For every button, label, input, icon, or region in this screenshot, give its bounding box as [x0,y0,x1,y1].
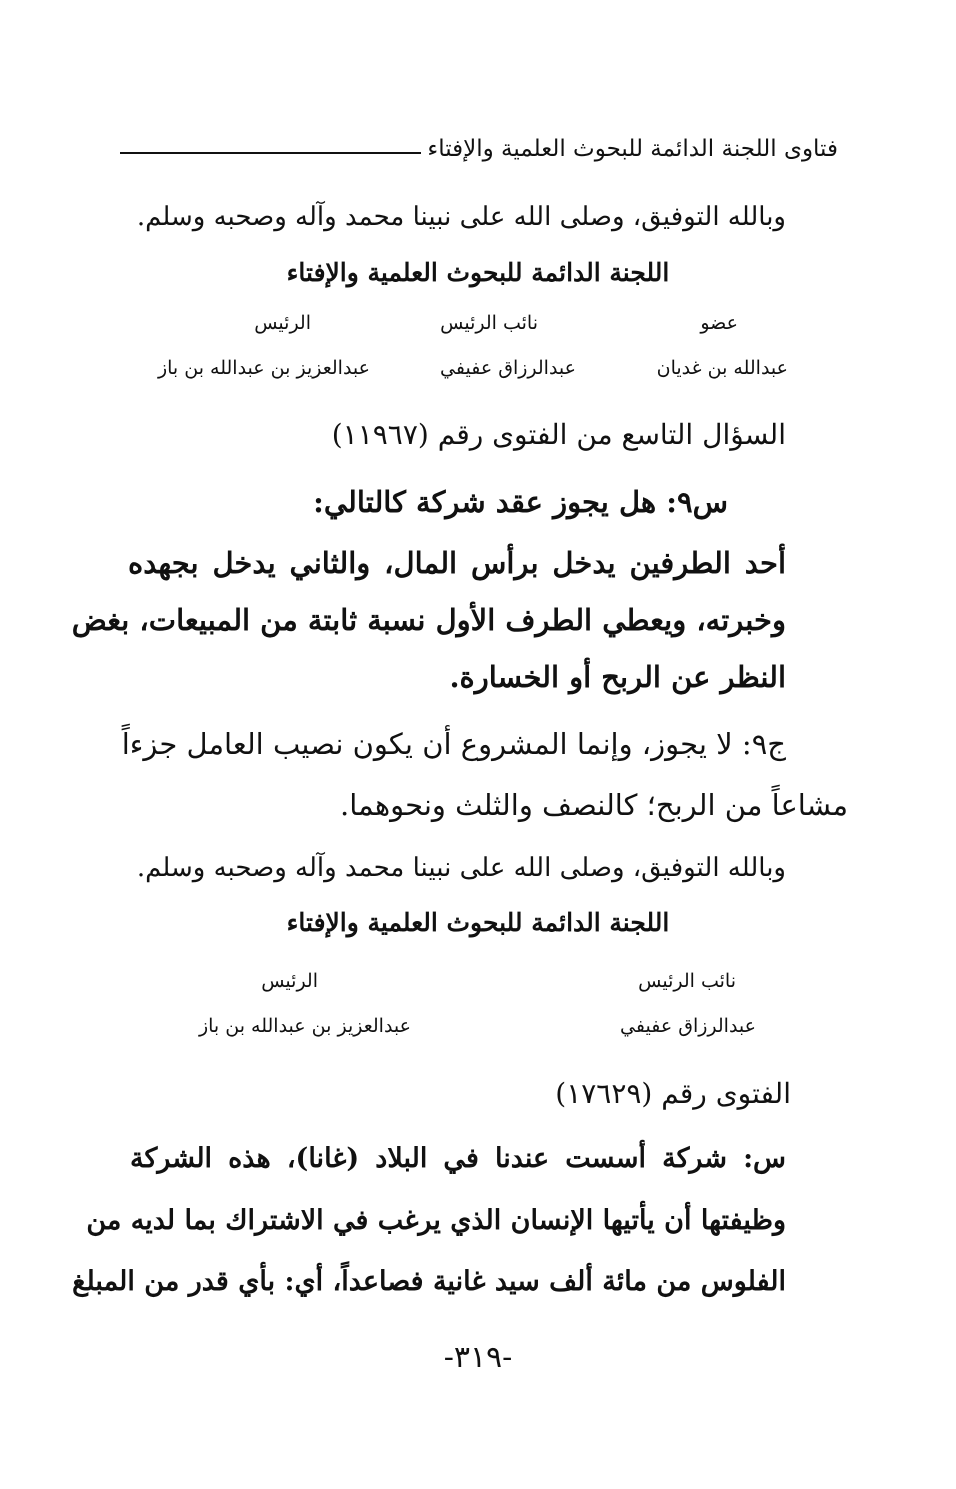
next-question-line-1: س: شركة أسست عندنا في البلاد (غانا)، هذه الشركة [130,1143,786,1174]
committee-title-1: اللجنة الدائمة للبحوث العلمية والإفتاء [286,258,670,287]
fatwa-number: الفتوى رقم (١٧٦٢٩) [555,1077,791,1110]
signatory-role-chair-2: الرئيس [261,970,318,992]
next-question-line-2: وظيفتها أن يأتيها الإنسان الذي يرغب في الاشتراك بما لديه من [86,1205,786,1236]
next-question-line-3: الفلوس من مائة ألف سيد غانية فصاعداً، أي: بأي قدر من المبلغ [72,1266,786,1297]
running-header [120,118,838,162]
question-9-line: س٩: هل يجوز عقد شركة كالتالي: [313,485,728,519]
question-9-intro: السؤال التاسع من الفتوى رقم (١١٩٦٧) [331,418,786,451]
question-9-body-2: وخبرته، ويعطي الطرف الأول نسبة ثابتة من المبيعات، بغض [71,603,786,637]
signatory-name-member: عبدالله بن غديان [656,357,788,379]
signatory-role-member: عضو [700,312,738,334]
running-header-title: فتاوى اللجنة الدائمة للبحوث العلمية والإفتاء [427,136,838,162]
page-number: -٣١٩- [443,1340,513,1375]
signatory-role-chair: الرئيس [254,312,311,334]
question-9-body-1: أحد الطرفين يدخل برأس المال، والثاني يدخل بجهده [128,546,786,580]
committee-title-2: اللجنة الدائمة للبحوث العلمية والإفتاء [286,908,670,937]
signatory-name-chair: عبدالعزيز بن عبدالله بن باز [157,357,370,379]
header-rule [120,152,421,154]
answer-9-line-2: مشاعاً من الربح؛ كالنصف والثلث ونحوهما. [340,788,848,822]
signatory-name-deputy: عبدالرزاق عفيفي [440,357,576,379]
signatory-role-deputy: نائب الرئيس [440,312,538,334]
closing-line-2: وبالله التوفيق، وصلى الله على نبينا محمد وآله وصحبه وسلم. [136,853,786,883]
signatory-name-chair-2: عبدالعزيز بن عبدالله بن باز [198,1015,411,1037]
answer-9-line-1: ج٩: لا يجوز، وإنما المشروع أن يكون نصيب العامل جزءاً [121,727,786,761]
signatory-name-deputy-2: عبدالرزاق عفيفي [620,1015,756,1037]
closing-line-1: وبالله التوفيق، وصلى الله على نبينا محمد وآله وصحبه وسلم. [136,202,786,232]
question-9-body-3: النظر عن الربح أو الخسارة. [449,660,786,694]
signatory-role-deputy-2: نائب الرئيس [638,970,736,992]
